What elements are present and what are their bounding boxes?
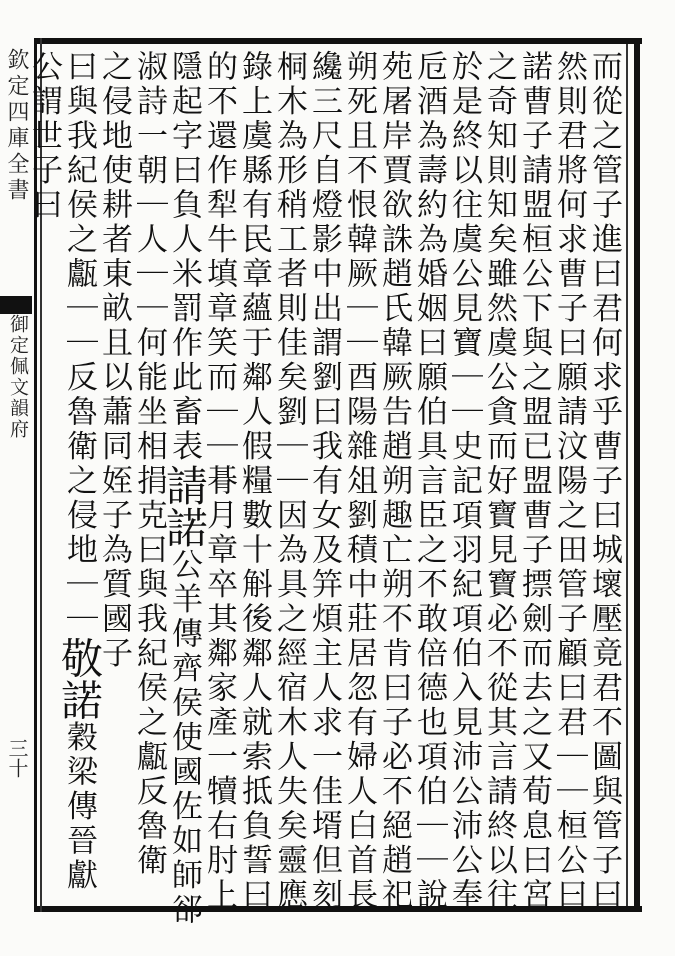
column-text: 的不還作犁牛填章笑而｜｜朞月章卒其鄰家產一犢右肘上 — [201, 50, 237, 913]
column-text: 於是終以往虞公見寶｜｜史記項羽紀項伯入見沛公沛公奉 — [446, 50, 482, 913]
column-text: 而從之管子進曰君何求乎曹子曰城壞壓竟君不圖與管子曰 — [586, 50, 622, 913]
column-text: 曰與我紀侯之甗｜｜反魯衛之侵地｜｜ — [61, 50, 97, 637]
column-text: 苑屠岸賈欲誅趙氏韓厥告趙朔趣亡朔不肯曰子必不絕趙祀 — [376, 50, 412, 913]
gutter-page-number: 三十 — [5, 738, 29, 778]
headword-large: 敬諾 — [55, 636, 104, 721]
column-text: 桐木為形稍工者則佳矣劉｜｜因為具之經宿木人失矣靈應 — [271, 50, 307, 913]
frame-right-inner-rule — [626, 44, 628, 906]
column-text: 公羊傳齊侯使國佐如師郤 — [166, 548, 202, 928]
gutter-book-title: 欽定四庫全書 — [4, 48, 29, 204]
gutter-work-title: 御定佩文韻府 — [7, 314, 29, 440]
column-text: 錄上虞縣有民章蘊于鄰人假糧數十斛後鄰人就索抵負誓曰 — [236, 50, 272, 913]
column-text: 然則君將何求曹子曰願請汶陽之田管子顧曰君｜｜桓公曰 — [551, 50, 587, 913]
column-text: 諾曹子請盟桓公下與之盟已盟曹子摽劍而去之又荀息曰宮 — [516, 50, 552, 913]
column-text: 淑詩一朝｜人｜｜何能坐相捐 — [131, 50, 167, 499]
headword-large: 請諾 — [160, 464, 209, 548]
column-text: 之奇知則知矣雖然虞公貪而好寶見寶必不從其言請終以往 — [481, 50, 517, 913]
column-text: 卮酒為壽約為婚姻曰願伯具言臣之不敢倍德也項伯｜｜說 — [411, 50, 447, 913]
text-column — [22, 50, 66, 902]
column-text: 公謂世子曰 — [26, 50, 62, 223]
column-text: 朔死且不恨韓厥｜｜酉陽雜俎劉積中莊居忽有婦人白首長 — [341, 50, 377, 913]
column-text: 穀梁傳晉獻 — [61, 720, 97, 893]
frame-right-rule — [634, 38, 640, 912]
column-text: 克曰與我紀侯之甗反魯衛 — [131, 498, 167, 878]
frame-top-rule — [34, 38, 642, 44]
column-text: 之侵地使耕者東畝且以蕭同姪子為質國子 — [96, 50, 132, 671]
column-text: 纔三尺自燈影中出謂劉曰我有女及笄煩主人求一佳壻但刻 — [306, 50, 342, 913]
column-text: 隱起字曰負人米罰作此畜表 — [166, 50, 202, 464]
